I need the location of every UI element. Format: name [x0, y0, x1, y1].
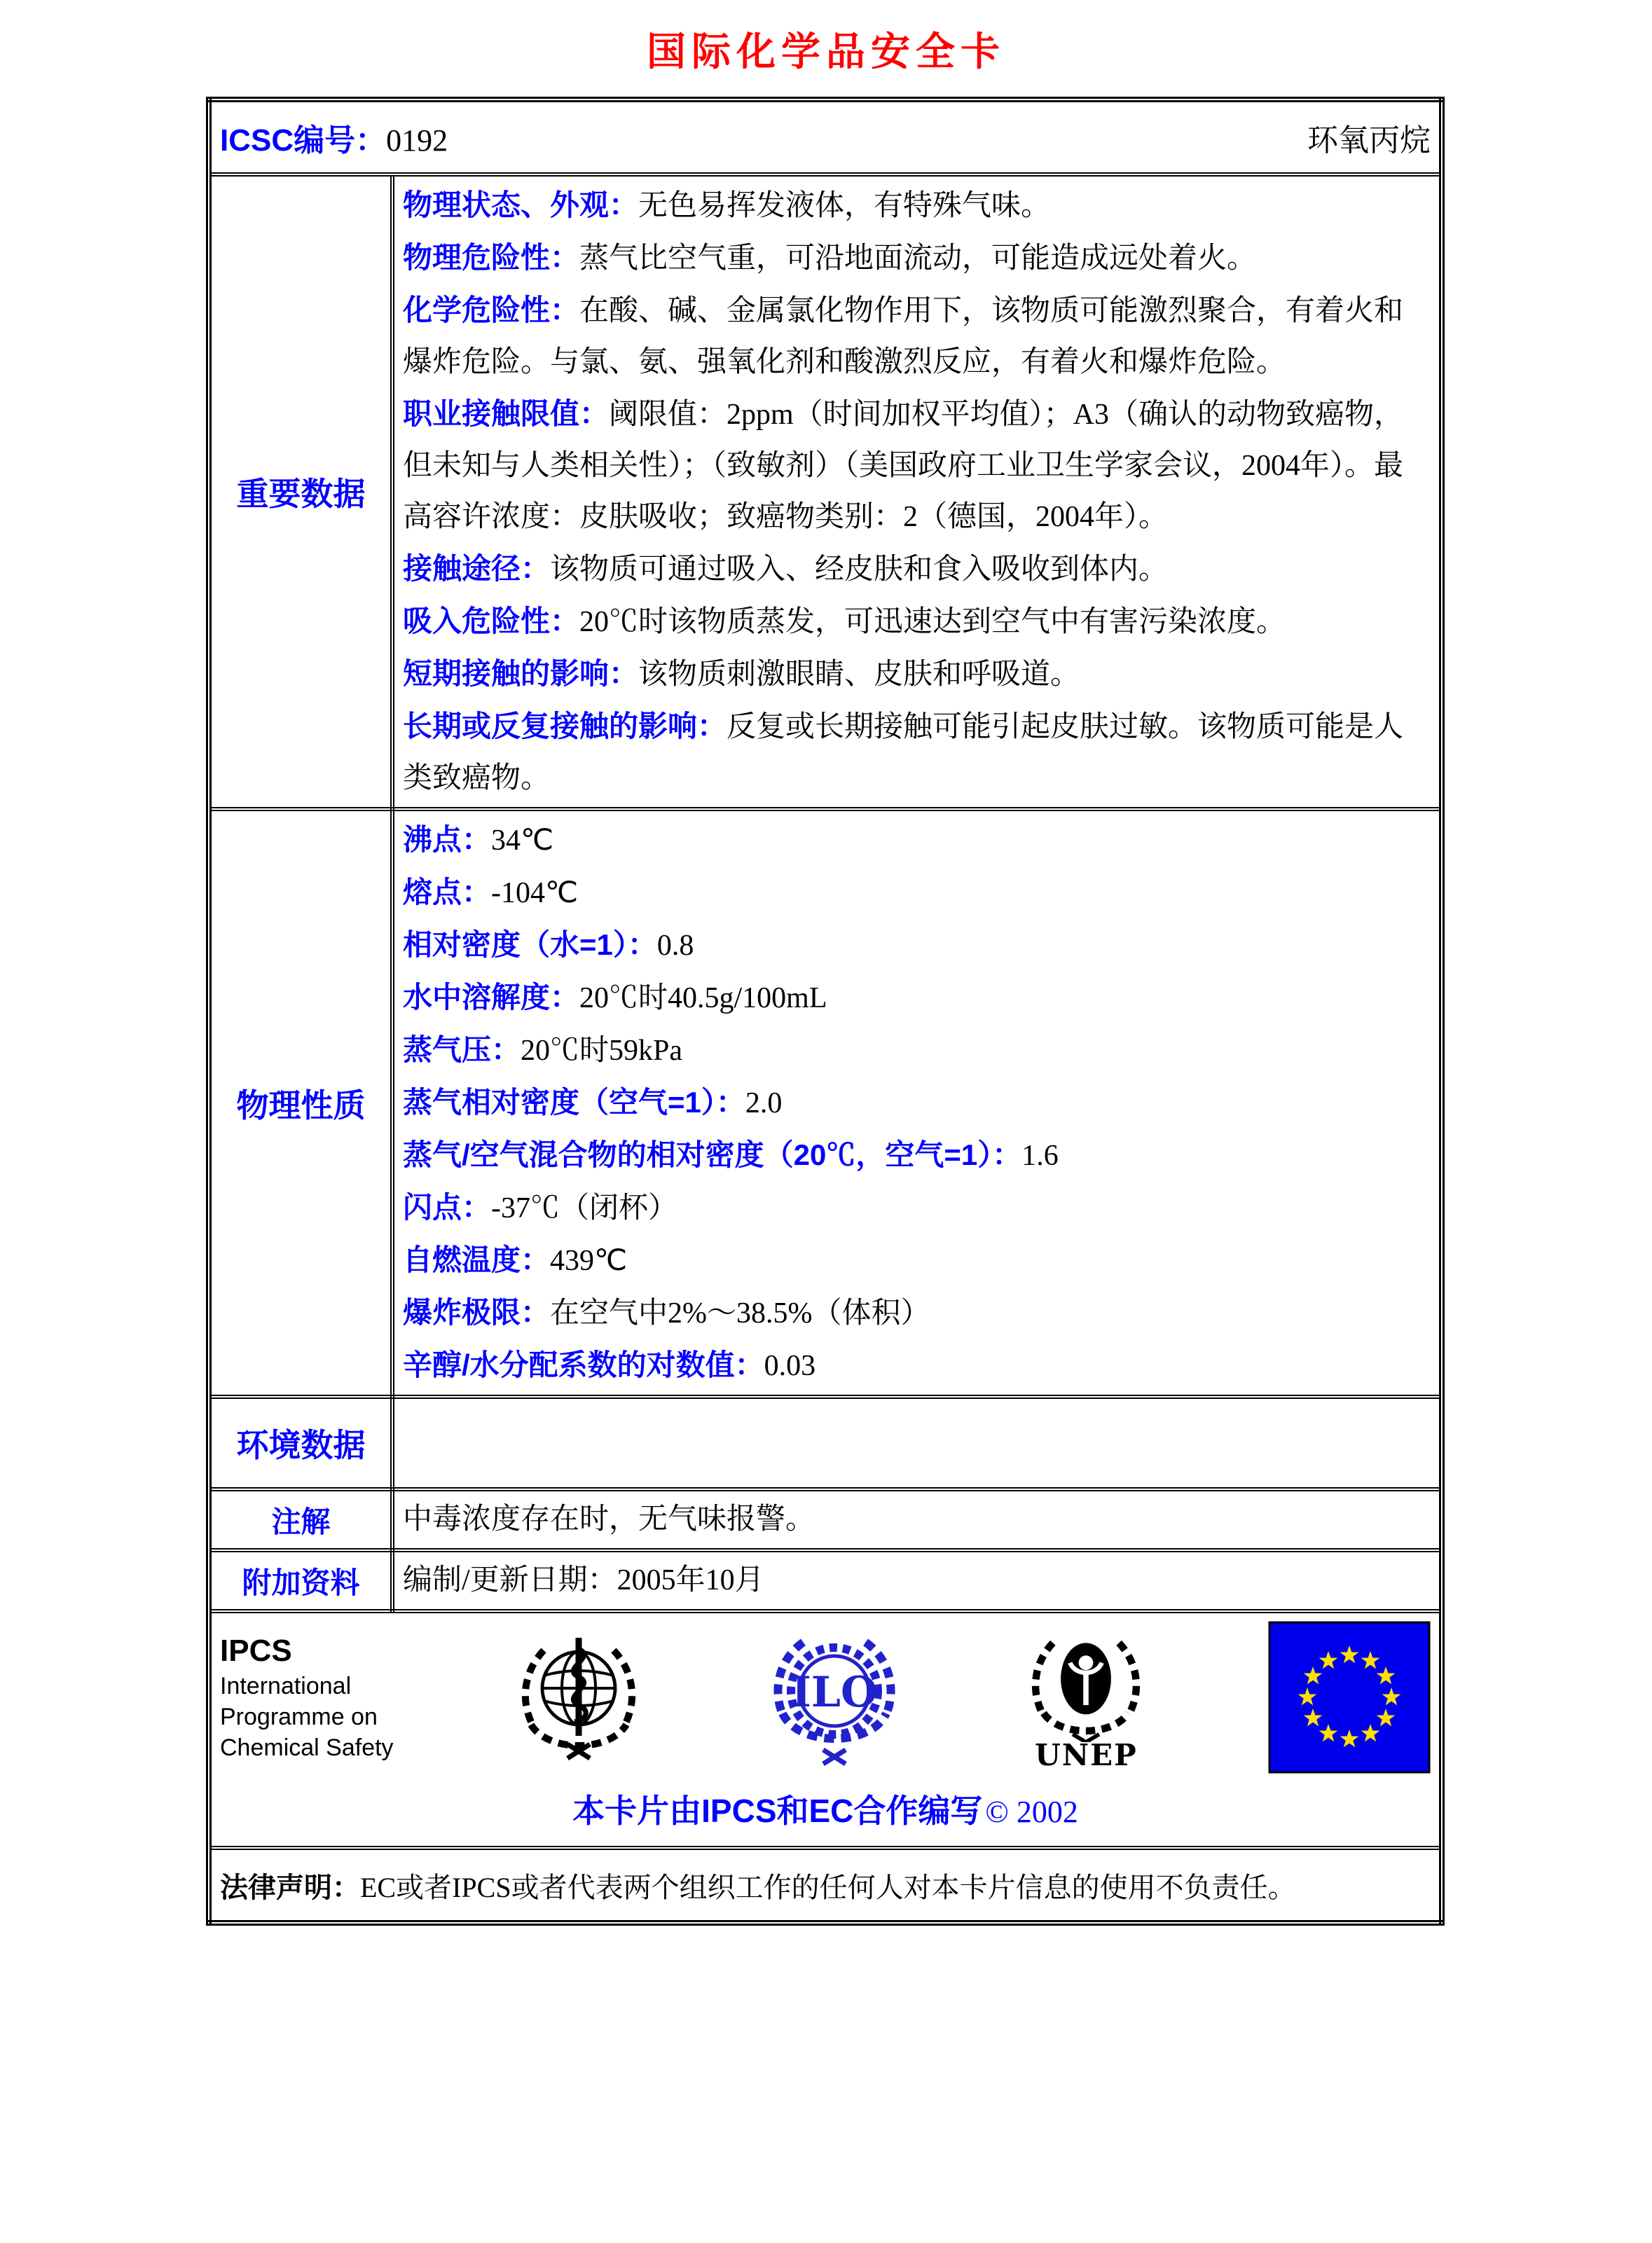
logos-cell [209, 1611, 1442, 1848]
environment-content [392, 1397, 1442, 1489]
data-item: 物理危险性：蒸气比空气重，可沿地面流动，可能造成远处着火。 [403, 241, 1257, 275]
ilo-logo-icon [764, 1624, 904, 1771]
important-data-content [392, 174, 1442, 809]
copyright-text: © 2002 [985, 1795, 1078, 1829]
table-row-logos [209, 1611, 1442, 1848]
icsc-number-label: ICSC编号： [220, 123, 387, 158]
icsc-table [206, 97, 1445, 1926]
data-item: 职业接触限值：阈限值：2ppm（时间加权平均值）；A3（确认的动物致癌物，但未知与人类相关性）；（致敏剂）（美国政府工业卫生学家会议，2004年）。最高容许浓度：皮肤吸收；致癌物类别：2（德国，2004年）。 [403, 397, 1404, 533]
ipcs-title: IPCS [220, 1634, 292, 1668]
unep-label: UNEP [1035, 1737, 1138, 1772]
row-label-physical-properties: 物理性质 [209, 809, 392, 1397]
physical-properties-content [392, 809, 1442, 1397]
data-item: 接触途径：该物质可通过吸入、经皮肤和食入吸收到体内。 [403, 552, 1169, 586]
unep-logo-block [1019, 1623, 1152, 1772]
icsc-number-value: 0192 [386, 123, 448, 158]
property-item: 辛醇/水分配系数的对数值：0.03 [403, 1348, 816, 1382]
row-label-notes: 注解 [209, 1489, 392, 1550]
data-item: 化学危险性：在酸、碱、金属氯化物作用下，该物质可能激烈聚合，有着火和爆炸危险。与氯、氨、强氧化剂和酸激烈反应，有着火和爆炸危险。 [403, 294, 1404, 378]
property-item: 水中溶解度：20℃时40.5g/100mL [403, 981, 827, 1014]
legal-label: 法律声明： [220, 1872, 360, 1903]
eu-flag-icon [1268, 1621, 1431, 1774]
notes-content: 中毒浓度存在时，无气味报警。 [392, 1489, 1442, 1550]
table-row-important-data [209, 174, 1442, 809]
legal-text: EC或者IPCS或者代表两个组织工作的任何人对本卡片信息的使用不负责任。 [360, 1871, 1296, 1903]
table-row-environment [209, 1397, 1442, 1489]
property-item: 闪点：-37℃（闭杯） [403, 1191, 678, 1224]
chemical-name: 环氧丙烷 [1307, 123, 1431, 158]
who-logo-icon [509, 1624, 649, 1771]
logos-row [220, 1616, 1431, 1779]
data-item: 短期接触的影响：该物质刺激眼睛、皮肤和呼吸道。 [403, 657, 1080, 691]
page-title: 国际化学品安全卡 [647, 29, 1005, 74]
data-item: 吸入危险性：20℃时该物质蒸发，可迅速达到空气中有害污染浓度。 [403, 605, 1286, 638]
property-item: 蒸气/空气混合物的相对密度（20℃，空气=1）：1.6 [403, 1138, 1059, 1172]
unep-logo-icon [1019, 1623, 1152, 1742]
row-label-important-data: 重要数据 [209, 174, 392, 809]
table-row-physical-properties [209, 809, 1442, 1397]
ipcs-text-block: IPCS International Programme on Chemical Safety [220, 1631, 394, 1763]
property-item: 自燃温度：439℃ [403, 1243, 628, 1277]
property-item: 爆炸极限：在空气中2%～38.5%（体积） [403, 1296, 930, 1330]
icsc-number [220, 115, 448, 160]
svg-text:ILO: ILO [791, 1668, 878, 1717]
row-label-environment: 环境数据 [209, 1397, 392, 1489]
cooperation-caption: 本卡片由IPCS和EC合作编写 © 2002 [572, 1793, 1078, 1829]
row-label-additional-info: 附加资料 [209, 1550, 392, 1611]
property-item: 相对密度（水=1）：0.8 [403, 928, 694, 962]
table-row-notes [209, 1489, 1442, 1550]
table-row-legal [209, 1848, 1442, 1923]
data-item: 物理状态、外观：无色易挥发液体，有特殊气味。 [403, 188, 1051, 222]
table-row-header [209, 99, 1442, 174]
legal-notice [209, 1848, 1442, 1923]
property-item: 蒸气相对密度（空气=1）：2.0 [403, 1086, 783, 1119]
property-item: 熔点：-104℃ [403, 876, 579, 909]
additional-info-content: 编制/更新日期：2005年10月 [392, 1550, 1442, 1611]
table-row-additional-info [209, 1550, 1442, 1611]
property-item: 沸点：34℃ [403, 823, 554, 857]
data-item: 长期或反复接触的影响：反复或长期接触可能引起皮肤过敏。该物质可能是人类致癌物。 [403, 710, 1404, 794]
property-item: 蒸气压：20℃时59kPa [403, 1033, 683, 1067]
